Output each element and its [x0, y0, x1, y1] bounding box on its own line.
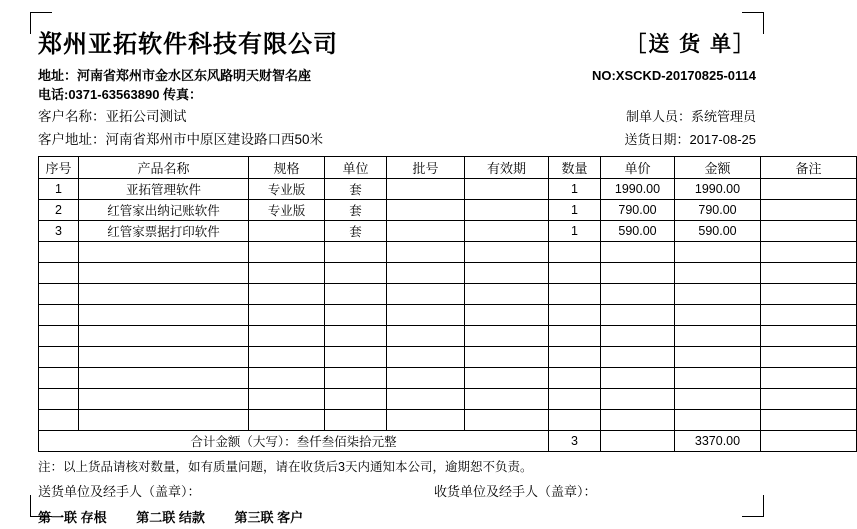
- cell-qty: 1: [549, 179, 601, 200]
- table-row: [39, 221, 857, 242]
- cell-empty: [601, 347, 675, 368]
- document-header: [38, 30, 756, 64]
- cell-empty: [675, 389, 761, 410]
- cell-seq: 1: [39, 179, 79, 200]
- cell-empty: [79, 389, 249, 410]
- cell-empty: [79, 347, 249, 368]
- cell-amount: 590.00: [675, 221, 761, 242]
- address-label: 地址：: [38, 68, 78, 83]
- cell-empty: [549, 263, 601, 284]
- cell-empty: [79, 368, 249, 389]
- cell-price: 1990.00: [601, 179, 675, 200]
- cell-empty: [387, 347, 465, 368]
- cell-batch: [387, 200, 465, 221]
- cell-empty: [39, 389, 79, 410]
- cell-empty: [39, 347, 79, 368]
- disclaimer-note: 注：以上货品请核对数量，如有质量问题，请在收货后3天内通知本公司，逾期恕不负责。: [38, 460, 533, 474]
- cell-empty: [601, 284, 675, 305]
- cell-spec: 专业版: [249, 179, 325, 200]
- cell-empty: [601, 410, 675, 431]
- column-header-qty: 数量: [549, 157, 601, 179]
- items-table-body: [39, 179, 857, 242]
- column-header-price: 单价: [601, 157, 675, 179]
- cell-empty: [387, 305, 465, 326]
- delivery-note-document: [38, 30, 822, 529]
- customer-name-value: 亚拓公司测试: [105, 109, 187, 124]
- receive-signature-label: 收货单位及经手人（盖章）：: [434, 484, 597, 499]
- cell-empty: [325, 326, 387, 347]
- cell-empty: [465, 284, 549, 305]
- cell-expiry: [465, 179, 549, 200]
- table-total-row: [39, 431, 857, 452]
- cell-empty: [39, 368, 79, 389]
- cell-qty: 1: [549, 200, 601, 221]
- cell-amount: 1990.00: [675, 179, 761, 200]
- cell-empty: [465, 242, 549, 263]
- cell-empty: [39, 326, 79, 347]
- items-table: [38, 156, 857, 452]
- cell-empty: [601, 368, 675, 389]
- copy-label-3: 第三联 客户: [234, 510, 304, 525]
- cell-batch: [387, 221, 465, 242]
- column-header-unit: 单位: [325, 157, 387, 179]
- customer-name-label: 客户名称：: [38, 109, 106, 124]
- document-number: NO:XSCKD-20170825-0114: [591, 68, 756, 83]
- cell-empty: [249, 389, 325, 410]
- cell-empty: [549, 326, 601, 347]
- cell-empty: [601, 326, 675, 347]
- cell-empty: [601, 263, 675, 284]
- cell-product-name: 红管家出纳记账软件: [79, 200, 249, 221]
- cell-unit: 套: [325, 179, 387, 200]
- cell-note: [761, 200, 857, 221]
- cell-amount: 790.00: [675, 200, 761, 221]
- copy-label-2: 第二联 结款: [136, 510, 205, 525]
- cell-spec: 专业版: [249, 200, 325, 221]
- column-header-amount: 金额: [675, 157, 761, 179]
- cell-empty: [325, 305, 387, 326]
- cell-empty: [761, 368, 857, 389]
- cell-note: [761, 221, 857, 242]
- cell-empty: [675, 305, 761, 326]
- blank-rows-body: [39, 242, 857, 431]
- cell-empty: [465, 347, 549, 368]
- cell-seq: 3: [39, 221, 79, 242]
- cell-empty: [601, 305, 675, 326]
- cell-empty: [325, 368, 387, 389]
- cell-empty: [39, 305, 79, 326]
- total-note-spacer: [761, 431, 857, 452]
- cell-empty: [249, 263, 325, 284]
- cell-empty: [325, 347, 387, 368]
- cell-empty: [465, 263, 549, 284]
- cell-empty: [549, 347, 601, 368]
- cell-empty: [325, 242, 387, 263]
- cell-empty: [79, 410, 249, 431]
- cell-empty: [465, 410, 549, 431]
- cell-empty: [465, 305, 549, 326]
- cell-empty: [325, 410, 387, 431]
- cell-empty: [39, 263, 79, 284]
- table-row-empty: [39, 368, 857, 389]
- document-title: ［送 货 单］: [625, 33, 756, 56]
- cell-empty: [549, 368, 601, 389]
- deliver-signature-label: 送货单位及经手人（盖章）：: [38, 484, 201, 499]
- cell-empty: [761, 305, 857, 326]
- column-header-product-name: 产品名称: [79, 157, 249, 179]
- cell-qty: 1: [549, 221, 601, 242]
- cell-empty: [79, 326, 249, 347]
- cell-empty: [675, 410, 761, 431]
- table-row-empty: [39, 389, 857, 410]
- company-name: 郑州亚拓软件科技有限公司: [38, 31, 338, 58]
- cell-expiry: [465, 200, 549, 221]
- copies-row: [38, 507, 756, 529]
- cell-empty: [387, 410, 465, 431]
- cell-empty: [249, 305, 325, 326]
- table-row: [39, 200, 857, 221]
- cell-empty: [675, 347, 761, 368]
- cell-batch: [387, 179, 465, 200]
- table-row-empty: [39, 242, 857, 263]
- cell-product-name: 红管家票据打印软件: [79, 221, 249, 242]
- column-header-batch: 批号: [387, 157, 465, 179]
- total-amount: 3370.00: [675, 431, 761, 452]
- cell-empty: [387, 284, 465, 305]
- cell-empty: [325, 263, 387, 284]
- cell-empty: [387, 368, 465, 389]
- cell-empty: [387, 242, 465, 263]
- cell-empty: [325, 284, 387, 305]
- cell-empty: [79, 263, 249, 284]
- cell-empty: [761, 284, 857, 305]
- customer-address-label: 客户地址：: [38, 132, 106, 147]
- cell-note: [761, 179, 857, 200]
- address-line: [38, 66, 756, 85]
- total-amount-words: 合计金额（大写）：叁仟叁佰柒拾元整: [39, 431, 549, 452]
- cell-expiry: [465, 221, 549, 242]
- cell-empty: [39, 242, 79, 263]
- cell-empty: [465, 368, 549, 389]
- cell-empty: [465, 326, 549, 347]
- cell-empty: [79, 242, 249, 263]
- cell-empty: [549, 410, 601, 431]
- cell-empty: [761, 389, 857, 410]
- table-header-row: [39, 157, 857, 179]
- column-header-note: 备注: [761, 157, 857, 179]
- signature-row: [38, 481, 756, 503]
- cell-empty: [465, 389, 549, 410]
- cell-empty: [249, 347, 325, 368]
- cell-unit: 套: [325, 221, 387, 242]
- cell-empty: [387, 389, 465, 410]
- total-price-spacer: [601, 431, 675, 452]
- cell-empty: [549, 284, 601, 305]
- cell-empty: [39, 284, 79, 305]
- table-row: [39, 179, 857, 200]
- cell-empty: [675, 242, 761, 263]
- table-row-empty: [39, 263, 857, 284]
- cell-empty: [675, 368, 761, 389]
- totals-row-body: [39, 431, 857, 452]
- cell-empty: [601, 242, 675, 263]
- maker-line: 制单人员：系统管理员: [625, 109, 756, 124]
- cell-spec: [249, 221, 325, 242]
- table-row-empty: [39, 305, 857, 326]
- cell-empty: [249, 326, 325, 347]
- table-row-empty: [39, 284, 857, 305]
- cell-unit: 套: [325, 200, 387, 221]
- cell-empty: [387, 263, 465, 284]
- customer-name-line: [38, 107, 756, 127]
- cell-empty: [387, 326, 465, 347]
- cell-empty: [761, 242, 857, 263]
- delivery-date-line: 送货日期：2017-08-25: [624, 132, 756, 147]
- cell-price: 590.00: [601, 221, 675, 242]
- cell-empty: [761, 347, 857, 368]
- cell-empty: [79, 284, 249, 305]
- customer-address-line: [38, 130, 756, 150]
- cell-empty: [39, 410, 79, 431]
- cell-empty: [249, 284, 325, 305]
- cell-empty: [325, 389, 387, 410]
- cell-price: 790.00: [601, 200, 675, 221]
- cell-empty: [675, 263, 761, 284]
- cell-empty: [549, 242, 601, 263]
- cell-empty: [675, 326, 761, 347]
- customer-address-value: 河南省郑州市中原区建设路口西50米: [105, 132, 324, 147]
- cell-empty: [249, 242, 325, 263]
- cell-empty: [675, 284, 761, 305]
- total-quantity: 3: [549, 431, 601, 452]
- cell-empty: [761, 326, 857, 347]
- table-row-empty: [39, 347, 857, 368]
- copy-label-1: 第一联 存根: [38, 510, 107, 525]
- table-row-empty: [39, 410, 857, 431]
- cell-empty: [549, 389, 601, 410]
- cell-empty: [249, 368, 325, 389]
- cell-empty: [549, 305, 601, 326]
- column-header-seq: 序号: [39, 157, 79, 179]
- address-value: 河南省郑州市金水区东风路明天财智名座: [77, 68, 312, 83]
- telephone-line: 电话:0371-63563890 传真：: [38, 87, 203, 102]
- table-row-empty: [39, 326, 857, 347]
- cell-empty: [79, 305, 249, 326]
- column-header-expiry: 有效期: [465, 157, 549, 179]
- cell-seq: 2: [39, 200, 79, 221]
- cell-product-name: 亚拓管理软件: [79, 179, 249, 200]
- cell-empty: [761, 263, 857, 284]
- cell-empty: [249, 410, 325, 431]
- cell-empty: [761, 410, 857, 431]
- column-header-spec: 规格: [249, 157, 325, 179]
- cell-empty: [601, 389, 675, 410]
